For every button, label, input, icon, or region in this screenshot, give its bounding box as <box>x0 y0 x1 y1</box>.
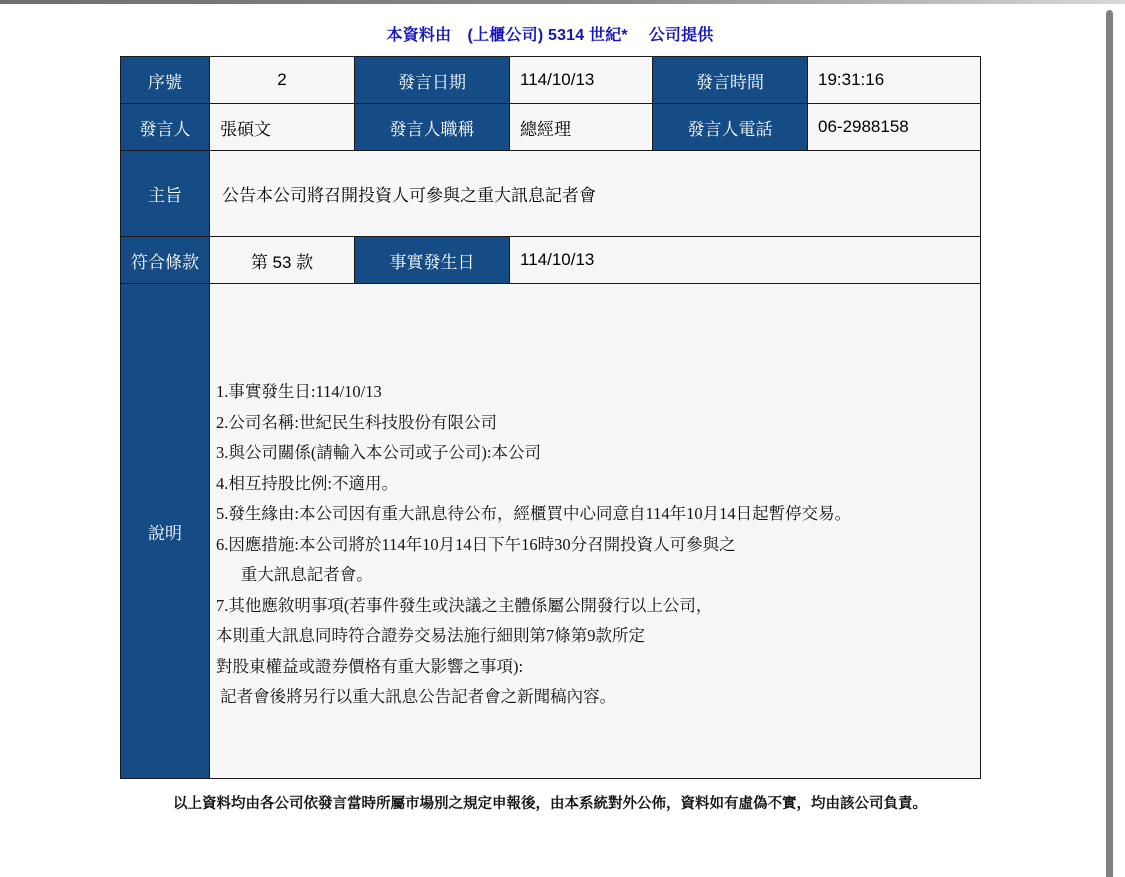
table-row <box>121 237 981 284</box>
seq-label: 序號 <box>121 57 210 104</box>
speaker-phone-label: 發言人電話 <box>653 104 808 151</box>
table-row <box>121 151 981 237</box>
subject-value: 公告本公司將召開投資人可參與之重大訊息記者會 <box>210 151 981 237</box>
description-line: 3.與公司關係(請輸入本公司或子公司):本公司 <box>216 443 541 463</box>
announce-time-label: 發言時間 <box>653 57 808 104</box>
seq-value: 2 <box>210 57 355 104</box>
table-row <box>121 284 981 779</box>
speaker-title-value: 總經理 <box>510 104 653 151</box>
description-line: 5.發生緣由:本公司因有重大訊息待公布，經櫃買中心同意自114年10月14日起暫停交易。 <box>216 504 852 524</box>
disclaimer-note: 以上資料均由各公司依發言當時所屬市場別之規定申報後，由本系統對外公佈，資料如有虛偽不實，均由該公司負責。 <box>173 796 927 812</box>
description-line: 記者會後將另行以重大訊息公告記者會之新聞稿內容。 <box>216 687 617 707</box>
description-line: 2.公司名稱:世紀民生科技股份有限公司 <box>216 412 497 432</box>
announce-date-label: 發言日期 <box>355 57 510 104</box>
speaker-title-label: 發言人職稱 <box>355 104 510 151</box>
announce-time-value: 19:31:16 <box>808 57 981 104</box>
description-line: 6.因應措施:本公司將於114年10月14日下午16時30分召開投資人可參與之 <box>216 534 736 554</box>
fact-date-label: 事實發生日 <box>355 237 510 284</box>
speaker-phone-value: 06-2988158 <box>808 104 981 151</box>
clause-value: 第 53 款 <box>210 237 355 284</box>
description-line: 1.事實發生日:114/10/13 <box>216 382 382 402</box>
scrollbar-thumb[interactable] <box>1106 10 1113 877</box>
description-line: 重大訊息記者會。 <box>216 565 373 585</box>
page-title: 本資料由 (上櫃公司) 5314 世紀* 公司提供 <box>386 27 714 44</box>
description-line: 4.相互持股比例:不適用。 <box>216 473 398 493</box>
top-edge-bar <box>0 0 1125 4</box>
speaker-label: 發言人 <box>121 104 210 151</box>
clause-label: 符合條款 <box>121 237 210 284</box>
description-line: 本則重大訊息同時符合證券交易法施行細則第7條第9款所定 <box>216 626 645 646</box>
description-content <box>210 284 981 779</box>
description-label: 說明 <box>121 284 210 779</box>
table-row <box>121 104 981 151</box>
description-line: 對股東權益或證券價格有重大影響之事項): <box>216 656 524 676</box>
speaker-value: 張碩文 <box>210 104 355 151</box>
fact-date-value: 114/10/13 <box>510 237 981 284</box>
announce-date-value: 114/10/13 <box>510 57 653 104</box>
subject-label: 主旨 <box>121 151 210 237</box>
table-row <box>121 57 981 104</box>
announcement-table <box>120 56 981 779</box>
description-line: 7.其他應敘明事項(若事件發生或決議之主體係屬公開發行以上公司， <box>216 595 713 615</box>
